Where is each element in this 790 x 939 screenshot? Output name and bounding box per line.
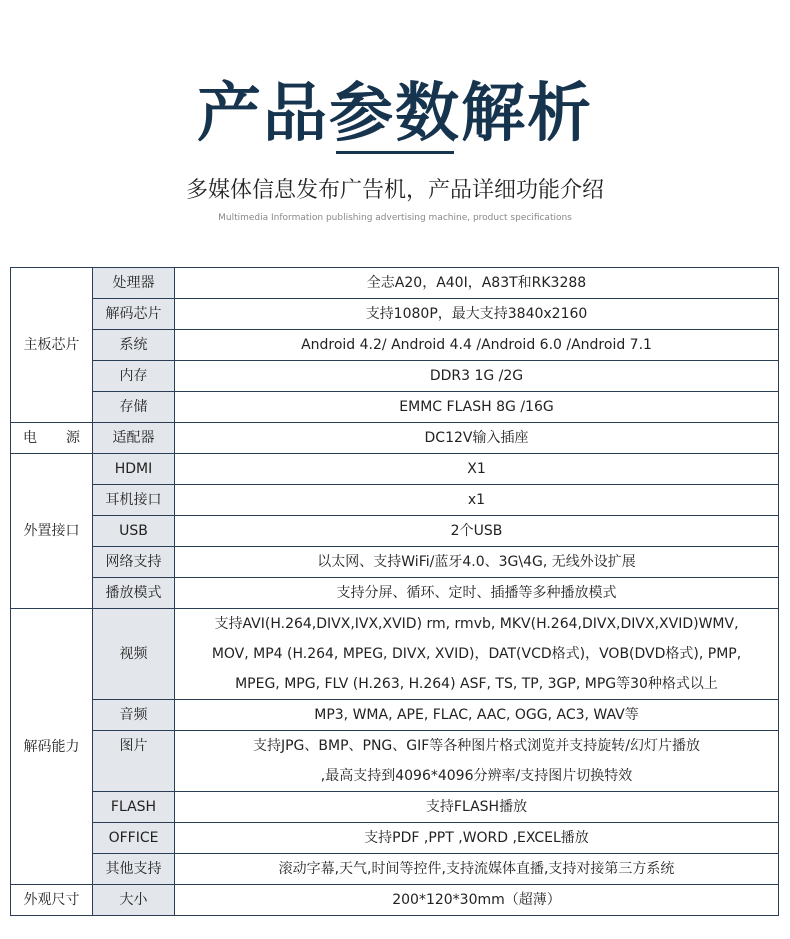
table-row — [11, 361, 779, 392]
row-value-play-mode: 支持分屏、循环、定时、插播等多种播放模式 — [175, 578, 779, 609]
page-title: 产品参数解析 — [197, 77, 593, 151]
row-label-storage: 存储 — [93, 392, 175, 423]
category-ports: 外置接口 — [11, 454, 93, 609]
table-row — [11, 268, 779, 299]
category-power-char-1: 电 — [23, 430, 37, 446]
row-label-size: 大小 — [93, 885, 175, 916]
video-format-line: 支持AVI(H.264,DIVX,IVX,XVID) rm, rmvb, MKV(H.264,DIVX,DIVX,XVID)WMV, — [214, 616, 739, 632]
row-value-usb: 2个USB — [175, 516, 779, 547]
spec-table — [10, 267, 779, 916]
table-row — [11, 854, 779, 885]
row-value-office: 支持PDF ,PPT ,WORD ,EXCEL播放 — [175, 823, 779, 854]
table-row — [11, 516, 779, 547]
row-value-system: Android 4.2/ Android 4.4 /Android 6.0 /Android 7.1 — [175, 330, 779, 361]
row-value-audio: MP3, WMA, APE, FLAC, AAC, OGG, AC3, WAV等 — [175, 700, 779, 731]
video-format-line: MPEG, MPG, FLV (H.263, H.264) ASF, TS, TP, 3GP, MPG等30种格式以上 — [235, 676, 718, 692]
row-label-network: 网络支持 — [93, 547, 175, 578]
table-row — [11, 299, 779, 330]
table-row — [11, 330, 779, 361]
row-label-system: 系统 — [93, 330, 175, 361]
row-label-memory: 内存 — [93, 361, 175, 392]
category-power — [11, 423, 93, 454]
row-label-usb: USB — [93, 516, 175, 547]
row-value-other: 滚动字幕,天气,时间等控件,支持流媒体直播,支持对接第三方系统 — [175, 854, 779, 885]
row-label-processor: 处理器 — [93, 268, 175, 299]
row-label-office: OFFICE — [93, 823, 175, 854]
row-value-size: 200*120*30mm（超薄） — [175, 885, 779, 916]
table-row — [11, 823, 779, 854]
row-label-other: 其他支持 — [93, 854, 175, 885]
table-row — [11, 547, 779, 578]
row-label-headphone: 耳机接口 — [93, 485, 175, 516]
row-value-adapter: DC12V输入插座 — [175, 423, 779, 454]
table-row — [11, 423, 779, 454]
row-value-image — [175, 731, 779, 792]
row-label-video: 视频 — [93, 609, 175, 700]
row-value-memory: DDR3 1G /2G — [175, 361, 779, 392]
row-label-decoder-chip: 解码芯片 — [93, 299, 175, 330]
row-value-decoder-chip: 支持1080P，最大支持3840x2160 — [175, 299, 779, 330]
row-value-flash: 支持FLASH播放 — [175, 792, 779, 823]
table-row — [11, 792, 779, 823]
row-label-adapter: 适配器 — [93, 423, 175, 454]
title-underline — [336, 151, 454, 154]
row-label-image: 图片 — [93, 731, 175, 792]
row-value-network: 以太网、支持WiFi/蓝牙4.0、3G\4G, 无线外设扩展 — [175, 547, 779, 578]
table-row — [11, 700, 779, 731]
row-label-hdmi: HDMI — [93, 454, 175, 485]
row-value-hdmi: X1 — [175, 454, 779, 485]
row-value-processor: 全志A20，A40I，A83T和RK3288 — [175, 268, 779, 299]
row-value-video — [175, 609, 779, 700]
category-mainboard: 主板芯片 — [11, 268, 93, 423]
table-row — [11, 885, 779, 916]
row-value-headphone: x1 — [175, 485, 779, 516]
category-appearance: 外观尺寸 — [11, 885, 93, 916]
table-row — [11, 454, 779, 485]
table-row — [11, 578, 779, 609]
table-row — [11, 392, 779, 423]
page-subtitle-english: Multimedia Information publishing advertising machine, product specifications — [218, 213, 572, 223]
image-format-line: ,最高支持到4096*4096分辨率/支持图片切换特效 — [320, 768, 633, 784]
video-format-line: MOV, MP4 (H.264, MPEG, DIVX, XVID)，DAT(VCD格式)，VOB(DVD格式), PMP, — [211, 646, 742, 662]
table-row — [11, 485, 779, 516]
row-label-audio: 音频 — [93, 700, 175, 731]
category-decoding: 解码能力 — [11, 609, 93, 885]
page-subtitle: 多媒体信息发布广告机，产品详细功能介绍 — [185, 178, 604, 203]
category-power-char-2: 源 — [66, 430, 80, 446]
image-format-line: 支持JPG、BMP、PNG、GIF等各种图片格式浏览并支持旋转/幻灯片播放 — [252, 738, 701, 754]
row-label-play-mode: 播放模式 — [93, 578, 175, 609]
row-label-flash: FLASH — [93, 792, 175, 823]
row-value-storage: EMMC FLASH 8G /16G — [175, 392, 779, 423]
